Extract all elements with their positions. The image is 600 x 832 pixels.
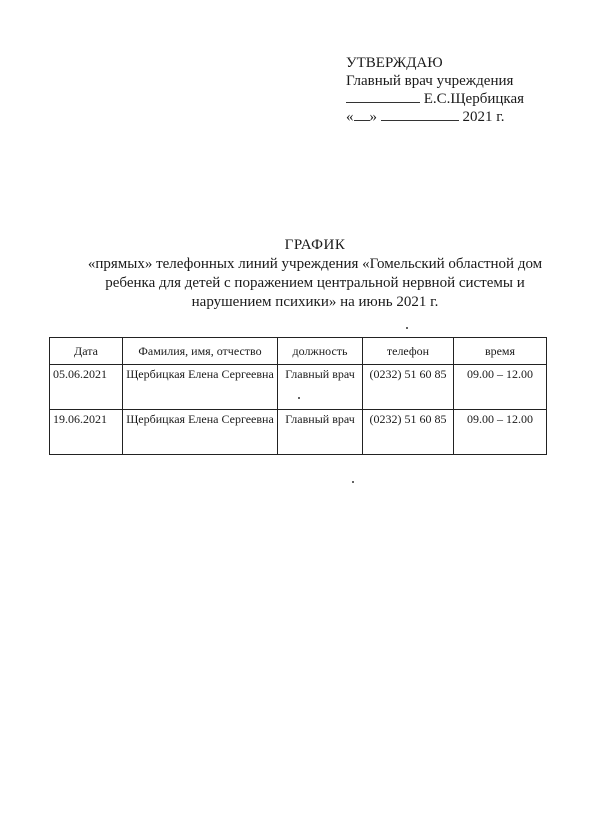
schedule-table bbox=[49, 337, 547, 455]
approval-block bbox=[346, 54, 524, 126]
table-header-row bbox=[50, 338, 547, 365]
title-line-3: нарушением психики» на июнь 2021 г. bbox=[191, 294, 439, 310]
approval-date-line bbox=[346, 108, 524, 126]
cell-phone: (0232) 51 60 85 bbox=[363, 365, 454, 410]
approval-heading: УТВЕРЖДАЮ bbox=[346, 55, 443, 71]
table-row bbox=[50, 365, 547, 410]
date-open-quote: « bbox=[346, 109, 354, 125]
approval-position: Главный врач учреждения bbox=[346, 73, 514, 89]
cell-position: Главный врач bbox=[278, 410, 363, 455]
day-blank bbox=[354, 108, 370, 121]
document-title bbox=[60, 236, 570, 312]
cell-name: Щербицкая Елена Сергеевна bbox=[123, 365, 278, 410]
title-line-2: ребенка для детей с поражением центральной нервной системы и bbox=[105, 275, 525, 291]
cell-time: 09.00 – 12.00 bbox=[454, 365, 547, 410]
month-blank bbox=[381, 108, 459, 121]
header-name: Фамилия, имя, отчество bbox=[123, 338, 278, 365]
table-row bbox=[50, 410, 547, 455]
cell-date: 05.06.2021 bbox=[50, 365, 123, 410]
cell-phone: (0232) 51 60 85 bbox=[363, 410, 454, 455]
cell-date: 19.06.2021 bbox=[50, 410, 123, 455]
scan-speck bbox=[406, 327, 408, 329]
header-time: время bbox=[454, 338, 547, 365]
cell-time: 09.00 – 12.00 bbox=[454, 410, 547, 455]
cell-name: Щербицкая Елена Сергеевна bbox=[123, 410, 278, 455]
scan-speck bbox=[298, 397, 300, 399]
title-line-1: «прямых» телефонных линий учреждения «Гомельский областной дом bbox=[87, 256, 543, 272]
title-heading: ГРАФИК bbox=[284, 237, 346, 253]
date-close-quote: » bbox=[369, 109, 377, 125]
approval-signature-line bbox=[346, 90, 524, 108]
approval-signer: Е.С.Щербицкая bbox=[423, 91, 525, 107]
signature-blank bbox=[346, 90, 420, 103]
scan-speck bbox=[352, 481, 354, 483]
approval-year: 2021 г. bbox=[462, 109, 505, 125]
header-phone: телефон bbox=[363, 338, 454, 365]
header-position: должность bbox=[278, 338, 363, 365]
header-date: Дата bbox=[50, 338, 123, 365]
cell-position: Главный врач bbox=[278, 365, 363, 410]
